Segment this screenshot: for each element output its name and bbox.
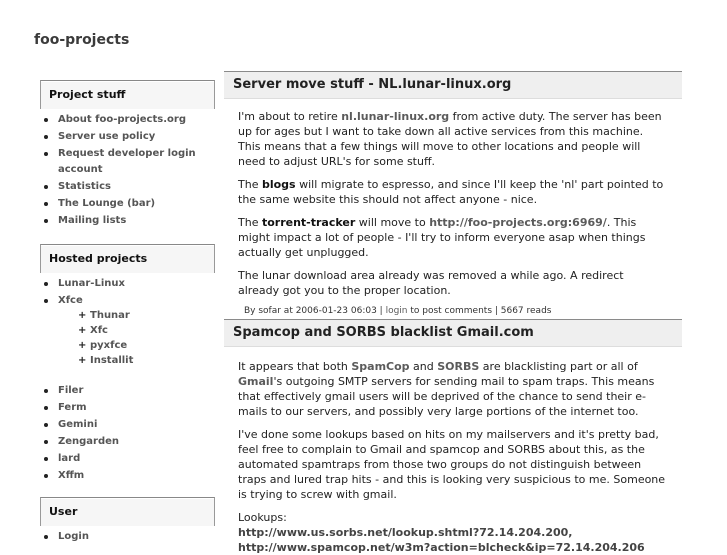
hosted-projects-block (40, 244, 215, 484)
post-paragraph: The blogs will migrate to espresso, and since I'll keep the 'nl' part pointed to the same website this should not affect anyone - nice. (238, 178, 664, 206)
link-sorbs[interactable]: SORBS (437, 360, 480, 373)
post-paragraph: The lunar download area already was removed a while ago. A redirect already got you to the proper location. (238, 269, 624, 297)
link-spamcop-lookup[interactable]: http://www.spamcop.net/w3m?action=blcheck&ip=72.14.204.206 (238, 541, 645, 554)
post-paragraph: I'm about to retire nl.lunar-linux.org from active duty. The server has been up for ages but I want to take down all active services from this machine. This means that a few things will move to other locations and people will need to adjust URL's for some stuff. (238, 110, 662, 168)
post-paragraph: I've done some lookups based on hits on my mailservers and it's pretty bad, feel free to complain to Gmail and spamcop and SORBS about this, as the automated spamtraps from those two groups do not distinguish between traps and lured trap hits - and this is looking very suspicious to me. Someone is trying to screw with gmail. (238, 428, 666, 501)
project-stuff-block (40, 80, 215, 229)
site-title[interactable]: foo-projects (34, 32, 130, 48)
hosted-projects-list (40, 273, 215, 484)
menu-item-login[interactable]: Login (40, 529, 215, 545)
post-body (224, 99, 682, 298)
link-sorbs-lookup[interactable]: http://www.us.sorbs.net/lookup.shtml?72.14.204.200, (238, 526, 573, 539)
project-gemini[interactable]: Gemini (40, 417, 215, 433)
project-lard[interactable]: lard (40, 451, 215, 467)
post-title[interactable]: Server move stuff - NL.lunar-linux.org (224, 71, 682, 99)
link-spamcop[interactable]: SpamCop (351, 360, 410, 373)
project-zengarden[interactable]: Zengarden (40, 434, 215, 450)
project-xffm[interactable]: Xffm (40, 468, 215, 484)
link-torrent-tracker[interactable]: http://foo-projects.org:6969/ (429, 216, 607, 229)
login-link[interactable]: login (385, 306, 408, 316)
project-lunar-linux[interactable]: Lunar-Linux (40, 276, 215, 292)
post-body (224, 347, 682, 555)
project-pyxfce[interactable]: + pyxfce (40, 338, 215, 354)
project-ferm[interactable]: Ferm (40, 400, 215, 416)
menu-item-server-use-policy[interactable]: Server use policy (40, 129, 215, 145)
post-paragraph: Lookups: http://www.us.sorbs.net/lookup.shtml?72.14.204.200, http://www.spamcop.net/w3m?action=blcheck&ip=72.14.204.206 (238, 511, 645, 554)
project-filer[interactable]: Filer (40, 383, 215, 399)
project-thunar[interactable]: + Thunar (40, 308, 215, 324)
menu-item-the-lounge[interactable]: The Lounge (bar) (40, 196, 215, 212)
post-meta: By sofar at 2006-01-23 06:03 | login to post comments | 5667 reads (244, 306, 552, 316)
link-gmail[interactable]: Gmail (238, 375, 274, 388)
project-stuff-title: Project stuff (40, 80, 215, 109)
post-spamcop-sorbs (224, 319, 682, 555)
post-paragraph: It appears that both SpamCop and SORBS are blacklisting part or all of Gmail's outgoing SMTP servers for sending mail to spam traps. This means that effectively gmail users will be deprived of the chance to send their e-mails to our servers, and possibly very large portions of the internet too. (238, 360, 655, 418)
menu-item-about[interactable]: About foo-projects.org (40, 112, 215, 128)
project-installit[interactable]: + Installit (40, 353, 215, 369)
menu-item-mailing-lists[interactable]: Mailing lists (40, 213, 215, 229)
link-nl-lunar-linux[interactable]: nl.lunar-linux.org (341, 110, 450, 123)
project-stuff-list (40, 109, 215, 229)
post-server-move (224, 71, 682, 316)
project-xfce[interactable]: Xfce (40, 293, 215, 309)
user-block-title: User (40, 497, 215, 526)
menu-item-statistics[interactable]: Statistics (40, 179, 215, 195)
hosted-projects-title: Hosted projects (40, 244, 215, 273)
user-block (40, 497, 215, 545)
menu-item-request-developer-login[interactable]: Request developer login account (40, 146, 215, 178)
post-paragraph: The torrent-tracker will move to http://foo-projects.org:6969/. This might impact a lot of people - I'll try to inform everyone asap when things actually get unplugged. (238, 216, 646, 259)
user-menu-list (40, 526, 215, 545)
post-title[interactable]: Spamcop and SORBS blacklist Gmail.com (224, 319, 682, 347)
project-xfc[interactable]: + Xfc (40, 323, 215, 339)
